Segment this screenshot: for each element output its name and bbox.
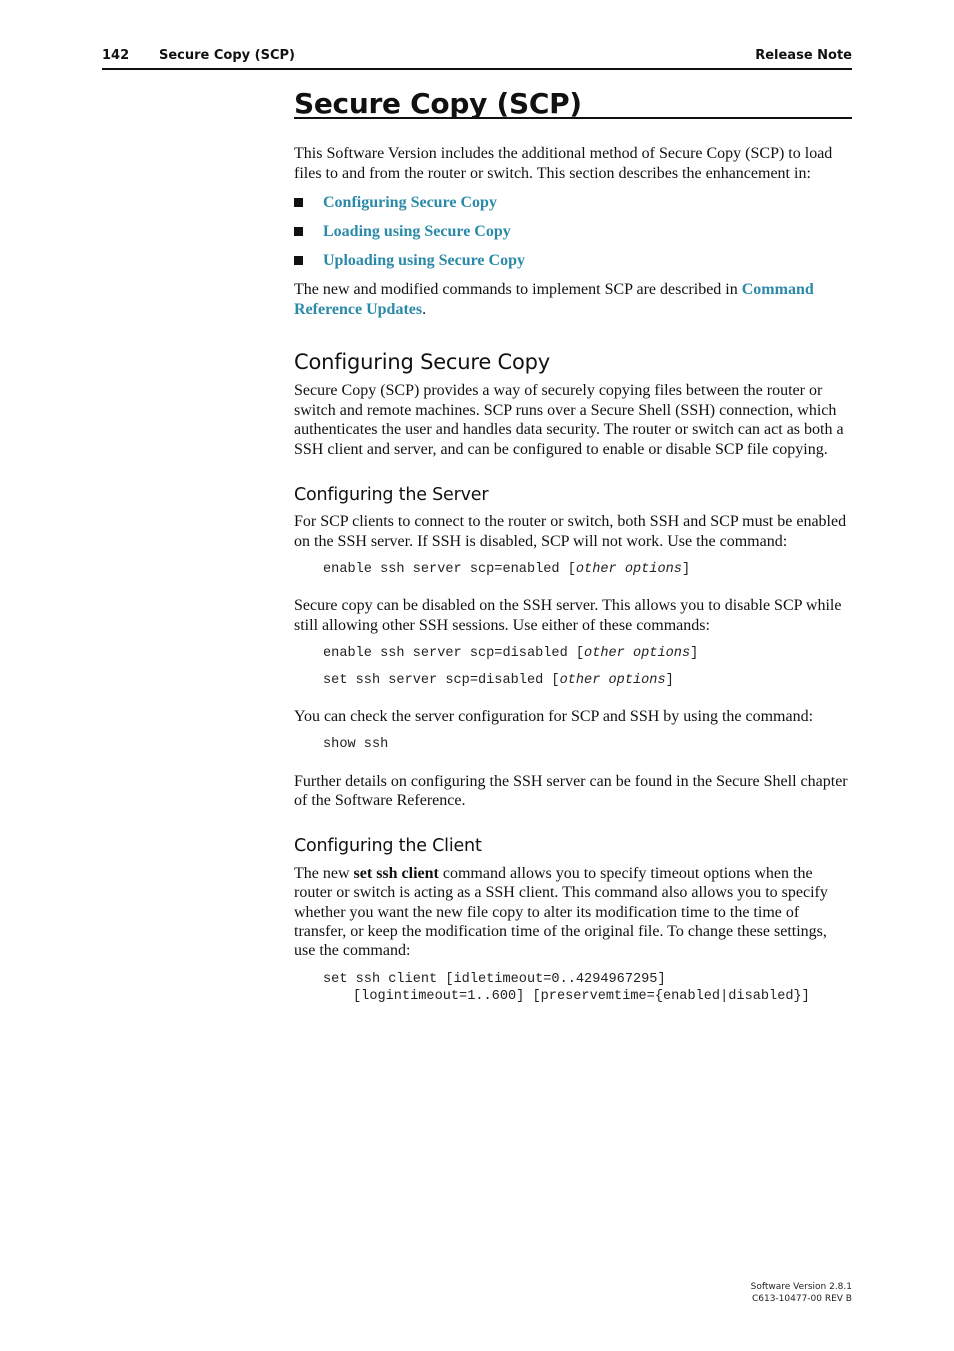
- server-paragraph-3: You can check the server configuration for SCP and SSH by using the command:: [294, 708, 814, 726]
- heading-configuring-secure-copy: Configuring Secure Copy: [294, 350, 551, 375]
- main-content: [294, 87, 852, 1005]
- link-loading-using-secure-copy[interactable]: Loading using Secure Copy: [323, 223, 511, 241]
- list-item: [294, 222, 852, 241]
- code-line: set ssh client [idletimeout=0..4294967295]: [323, 971, 666, 987]
- list-item: [294, 251, 852, 270]
- code-enable-scp: enable ssh server scp=enabled [other options]: [323, 562, 691, 578]
- scp-overview-paragraph: Secure Copy (SCP) provides a way of securely copying files between the router or switch and remote machines. SCP runs over a Secure Shell (SSH) connection, which authenticates the user and handles data security. The router or switch can act as both a SSH client and server, and can be configured to enable or disable SCP file copying.: [294, 382, 844, 458]
- header-document-type: Release Note: [755, 48, 852, 63]
- link-uploading-using-secure-copy[interactable]: Uploading using Secure Copy: [323, 252, 525, 270]
- code-enable-scp-disabled: enable ssh server scp=disabled [other options]: [323, 646, 699, 662]
- code-set-ssh-client: [323, 971, 852, 1005]
- page-footer: [751, 1282, 852, 1305]
- code-show-ssh: show ssh: [323, 736, 389, 752]
- toc-list: [294, 193, 852, 270]
- reference-period: .: [422, 300, 427, 318]
- page-title: Secure Copy (SCP): [294, 94, 852, 119]
- document-code: C613-10477-00 REV B: [751, 1293, 852, 1304]
- reference-text: The new and modified commands to implement SCP are described in: [294, 281, 738, 299]
- software-version: Software Version 2.8.1: [750, 1282, 852, 1292]
- heading-configuring-the-server: Configuring the Server: [294, 485, 489, 506]
- heading-configuring-the-client: Configuring the Client: [294, 836, 482, 857]
- server-paragraph-2: Secure copy can be disabled on the SSH server. This allows you to disable SCP while still allowing other SSH sessions. Use either of these commands:: [294, 597, 842, 634]
- bullet-square-icon: [294, 256, 303, 265]
- reference-paragraph: [294, 280, 852, 319]
- intro-paragraph: This Software Version includes the additional method of Secure Copy (SCP) to load files to and from the router or switch. This section describes the enhancement in:: [294, 145, 833, 182]
- bullet-square-icon: [294, 227, 303, 236]
- page-number: 142: [102, 48, 130, 63]
- running-header: [102, 48, 852, 70]
- client-paragraph: The new set ssh client command allows you to specify timeout options when the router or switch is acting as a SSH client. This command also allows you to specify whether you want the new file copy to alter its modification time to the time of transfer, or keep the modification time of the original file. To change these settings, use the command:: [294, 864, 828, 960]
- server-paragraph-4: Further details on configuring the SSH server can be found in the Secure Shell chapter of the Software Reference.: [294, 772, 848, 809]
- list-item: [294, 193, 852, 212]
- server-paragraph-1: For SCP clients to connect to the router or switch, both SSH and SCP must be enabled on the SSH server. If SSH is disabled, SCP will not work. Use the command:: [294, 513, 847, 550]
- code-line: [logintimeout=1..600] [preservemtime={enabled|disabled}]: [353, 988, 810, 1004]
- bullet-square-icon: [294, 198, 303, 207]
- command-name-bold: set ssh client: [353, 864, 439, 882]
- code-set-scp-disabled: set ssh server scp=disabled [other options]: [323, 673, 674, 689]
- header-section-title: Secure Copy (SCP): [159, 48, 295, 63]
- link-command-reference-updates[interactable]: Command Reference Updates: [294, 281, 814, 318]
- link-configuring-secure-copy[interactable]: Configuring Secure Copy: [323, 194, 497, 212]
